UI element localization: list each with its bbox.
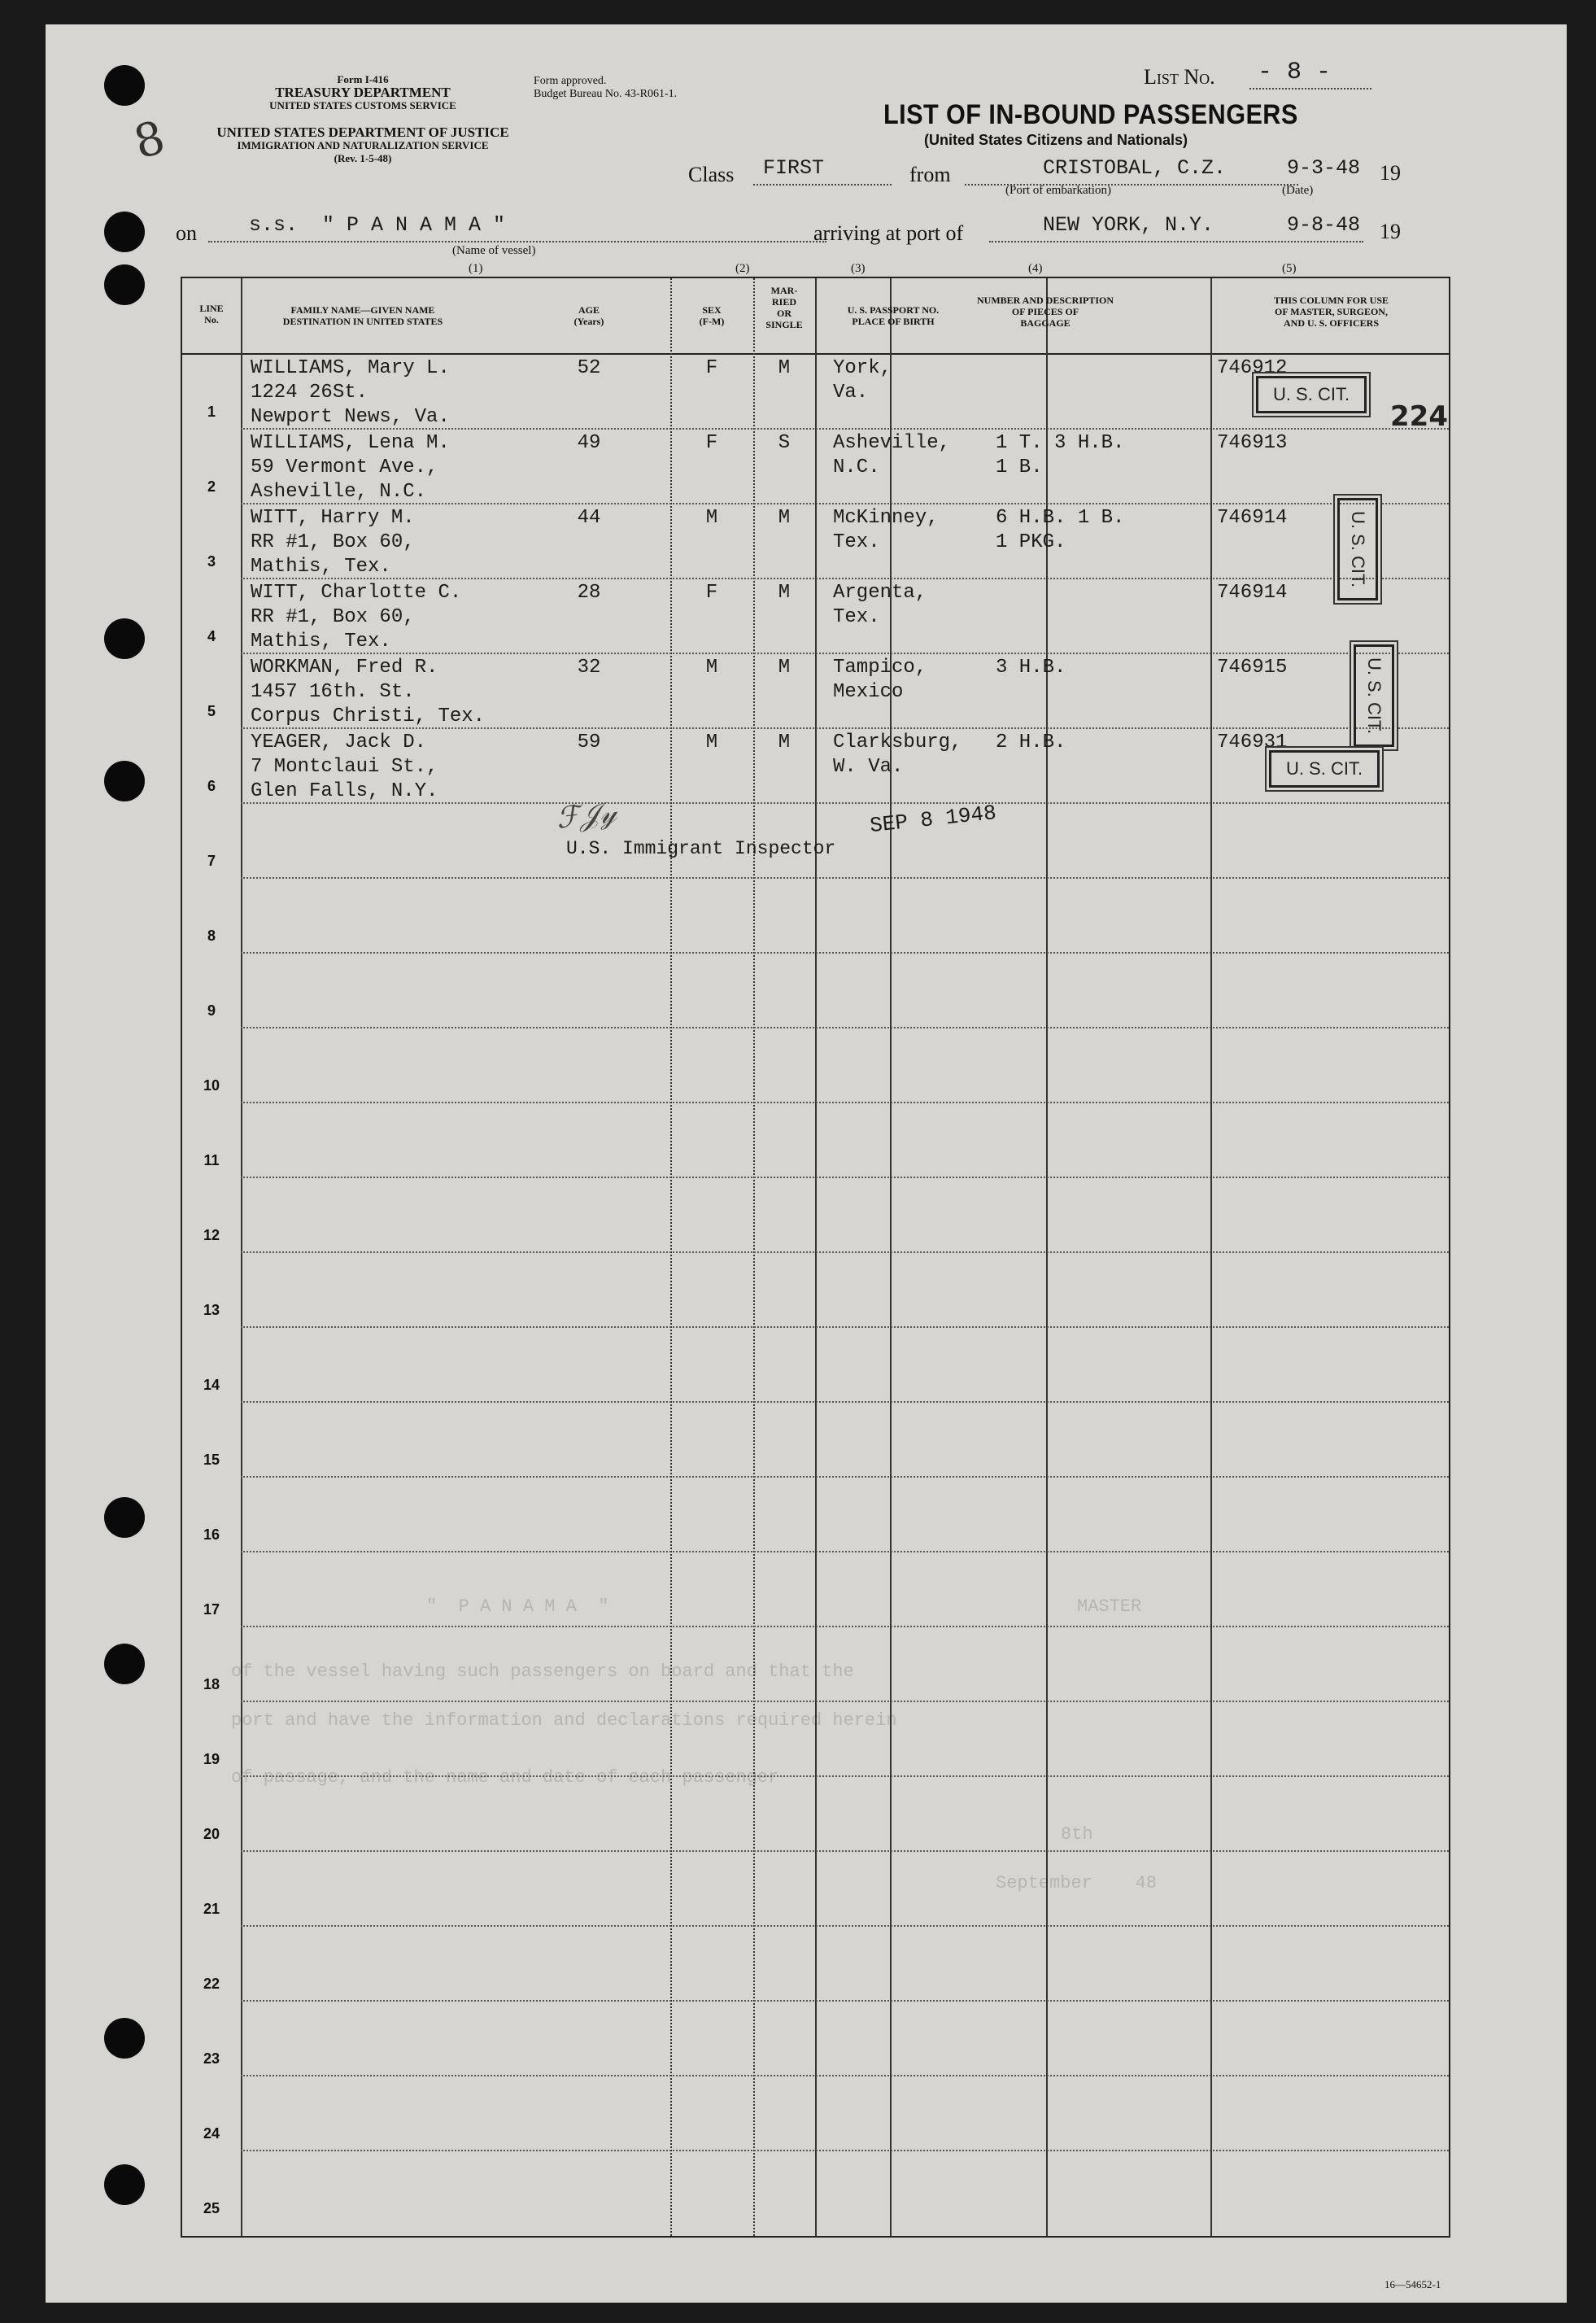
- binder-hole: [104, 2164, 145, 2205]
- birth-place: Asheville,: [833, 432, 951, 454]
- row-rule: [241, 1551, 1449, 1552]
- us-cit-stamp: U. S. CIT.: [1337, 498, 1378, 600]
- vessel-name: s.s. " P A N A M A ": [249, 213, 506, 237]
- birth-place: Tex.: [833, 606, 880, 628]
- line-number: 15: [203, 1452, 220, 1468]
- line-number: 25: [203, 2200, 220, 2216]
- from-label: from: [909, 163, 951, 186]
- passenger-name: WILLIAMS, Lena M.: [251, 432, 450, 454]
- line-number: 16: [203, 1526, 220, 1543]
- line-number: 21: [203, 1901, 220, 1917]
- passenger-age: 49: [577, 432, 601, 454]
- passenger-sex: F: [705, 432, 718, 454]
- passenger-age: 32: [577, 657, 601, 679]
- passenger-sex: F: [705, 582, 718, 604]
- line-number: 9: [207, 1002, 216, 1019]
- line-number: 5: [207, 703, 216, 719]
- inspector-date-stamp: SEP 8 1948: [868, 800, 998, 839]
- passport-number: 746915: [1217, 657, 1288, 679]
- row-rule: [241, 653, 1449, 654]
- class-value: FIRST: [763, 156, 825, 180]
- baggage: 1 T. 3 H.B.: [996, 432, 1125, 454]
- line-number: 10: [203, 1077, 220, 1094]
- baggage: 6 H.B. 1 B.: [996, 507, 1125, 529]
- passenger-address: 1224 26St.: [251, 382, 368, 404]
- passport-number: 746913: [1217, 432, 1288, 454]
- passport-number: 746912: [1217, 357, 1288, 379]
- from-port: CRISTOBAL, C.Z.: [1043, 156, 1227, 180]
- port-caption: (Port of embarkation): [1005, 184, 1111, 197]
- passenger-marital: M: [778, 657, 791, 679]
- row-rule: [241, 1401, 1449, 1403]
- list-no-value: - 8 -: [1258, 59, 1332, 86]
- birth-place: Argenta,: [833, 582, 927, 604]
- row-rule: [241, 2075, 1449, 2076]
- form-approval: Form approved. Budget Bureau No. 43-R061-1.: [534, 75, 678, 100]
- header-sex: SEX (F-M): [699, 304, 725, 327]
- passenger-name: WILLIAMS, Mary L.: [251, 357, 450, 379]
- binder-hole: [104, 761, 145, 801]
- passenger-age: 59: [577, 731, 601, 753]
- row-rule: [241, 952, 1449, 954]
- passport-number: 746914: [1217, 507, 1288, 529]
- baggage: 2 H.B.: [996, 731, 1066, 753]
- class-label: Class: [688, 163, 735, 186]
- line-number: 23: [203, 2050, 220, 2067]
- passenger-name: WITT, Charlotte C.: [251, 582, 462, 604]
- line-number: 20: [203, 1826, 220, 1842]
- birth-place: Tex.: [833, 531, 880, 553]
- line-number: 4: [207, 628, 216, 644]
- birth-place: York,: [833, 357, 892, 379]
- row-rule: [241, 1027, 1449, 1028]
- passenger-city: Asheville, N.C.: [251, 481, 427, 503]
- binder-hole: [104, 212, 145, 252]
- header-baggage: NUMBER AND DESCRIPTION OF PIECES OF BAGGAGE: [976, 295, 1114, 329]
- passenger-name: YEAGER, Jack D.: [251, 731, 427, 753]
- inspector-signature: ℱ𝒥𝓎: [555, 796, 618, 836]
- passport-number: 746914: [1217, 582, 1288, 604]
- birth-place: Va.: [833, 382, 869, 404]
- row-rule: [241, 1326, 1449, 1328]
- passenger-marital: M: [778, 507, 791, 529]
- row-rule: [241, 1925, 1449, 1927]
- passenger-city: Mathis, Tex.: [251, 556, 391, 578]
- line-number: 17: [203, 1601, 220, 1618]
- binder-hole: [104, 2018, 145, 2059]
- row-rule: [241, 1850, 1449, 1852]
- row-rule: [241, 1102, 1449, 1103]
- line-number: 22: [203, 1976, 220, 1992]
- line-number: 11: [203, 1152, 220, 1168]
- header-name: FAMILY NAME—GIVEN NAME DESTINATION IN UNITED STATES: [282, 304, 443, 327]
- passenger-age: 44: [577, 507, 601, 529]
- arrival-port: NEW YORK, N.Y.: [1043, 213, 1214, 237]
- passenger-age: 52: [577, 357, 601, 379]
- passenger-name: WITT, Harry M.: [251, 507, 415, 529]
- date-caption: (Date): [1282, 184, 1314, 197]
- column-number: (5): [1282, 262, 1297, 275]
- from-date: 9-3-48: [1287, 156, 1361, 180]
- passenger-city: Newport News, Va.: [251, 406, 450, 428]
- binder-hole: [104, 1497, 145, 1538]
- vessel-caption: (Name of vessel): [452, 244, 536, 257]
- line-number: 19: [203, 1751, 220, 1767]
- page-number-stamp: 224: [1390, 400, 1448, 433]
- passenger-sex: M: [705, 507, 718, 529]
- line-number: 1: [207, 404, 216, 420]
- birth-place: Mexico: [833, 681, 904, 703]
- page-subtitle: (United States Citizens and Nationals): [924, 132, 1188, 148]
- baggage: 1 B.: [996, 456, 1043, 478]
- header-passport: U. S. PASSPORT NO. PLACE OF BIRTH: [847, 304, 940, 327]
- us-cit-stamp: U. S. CIT.: [1269, 750, 1380, 788]
- passport-number: 746931: [1217, 731, 1288, 753]
- from-year: 19: [1380, 161, 1401, 185]
- line-number: 3: [207, 553, 216, 570]
- passenger-address: 7 Montclaui St.,: [251, 756, 438, 778]
- passenger-marital: S: [778, 432, 791, 454]
- column-number: (4): [1028, 262, 1043, 275]
- line-number: 13: [203, 1302, 220, 1318]
- passenger-name: WORKMAN, Fred R.: [251, 657, 438, 679]
- baggage: 1 PKG.: [996, 531, 1066, 553]
- row-rule: [241, 1626, 1449, 1627]
- inspector-caption: U.S. Immigrant Inspector: [566, 838, 836, 859]
- binder-hole: [104, 1644, 145, 1684]
- form-header-treasury: Form I-416 TREASURY DEPARTMENT UNITED STATES CUSTOMS SERVICE: [269, 73, 456, 111]
- manifest-page: [46, 24, 1567, 2303]
- header-line-no: LINE No.: [199, 303, 224, 325]
- passenger-marital: M: [778, 731, 791, 753]
- row-rule: [241, 578, 1449, 579]
- passenger-city: Mathis, Tex.: [251, 631, 391, 653]
- on-label: on: [176, 221, 197, 245]
- birth-place: Clarksburg,: [833, 731, 962, 753]
- form-header-justice: UNITED STATES DEPARTMENT OF JUSTICE IMMIGRATION AND NATURALIZATION SERVICE (Rev. 1-5-48): [216, 124, 509, 164]
- page-title: LIST OF IN-BOUND PASSENGERS: [883, 99, 1298, 130]
- line-number: 8: [207, 928, 216, 944]
- column-number: (3): [851, 262, 866, 275]
- row-rule: [241, 1177, 1449, 1178]
- birth-place: Tampico,: [833, 657, 927, 679]
- passenger-address: RR #1, Box 60,: [251, 606, 415, 628]
- row-rule: [241, 1476, 1449, 1478]
- list-no-label: List No.: [1144, 65, 1215, 89]
- column-number: (2): [735, 262, 750, 275]
- line-number: 7: [207, 853, 216, 869]
- header-age: AGE (Years): [573, 304, 604, 327]
- line-number: 6: [207, 778, 216, 794]
- passenger-marital: M: [778, 357, 791, 379]
- arrival-date: 9-8-48: [1287, 213, 1361, 237]
- column-number: (1): [469, 262, 483, 275]
- row-rule: [241, 1251, 1449, 1253]
- line-number: 12: [203, 1227, 220, 1243]
- passenger-sex: F: [705, 357, 718, 379]
- us-cit-stamp: U. S. CIT.: [1256, 376, 1367, 413]
- margin-note: 8: [129, 111, 171, 170]
- arrival-year: 19: [1380, 220, 1401, 243]
- passenger-marital: M: [778, 582, 791, 604]
- binder-hole: [104, 618, 145, 659]
- passenger-table: LINE No. FAMILY NAME—GIVEN NAME DESTINATION IN UNITED STATES AGE (Years) SEX (F-M) MAR- RIED OR SINGLE U. S. PASSPORT NO. PLACE OF BIRTH NUMBER AND DESCRIPTION OF PIECES OF BAGGAGE THIS COLUMN FOR USE OF MASTER, SURGEON, AND U. S. OFFICERS 1 2 3 4 5 6 7 8 9 10 11 12 13 14 15 16 17 18 19 20 21 22 23 24 25 WILLIAMS, Mary L. 1224 26St. Newport News, Va. 52 F M York, Va. 746912 WILLIAMS, Lena M. 59 Vermont Ave., Asheville, N.C. 49 F S Asheville, N.C. 1 T. 3 H.B. 1 B. 746913 WITT, Harry M. RR #1, Box 60, Mathis, Tex. 44 M M McKinney, Tex. 6 H.B. 1 B. 1 PKG. 746914 WITT, Charlotte C. RR #1, Box 60, Mathis, Tex. 28 F M Argenta, Tex. 746914 WORKMAN, Fred R. 1457 16th. St. Corpus Christi, Tex. 32 M M Tampico, Mexico 3 H.B. 746915 YEAGER, Jack D. 7 Montclaui St., Glen Falls, N.Y. 59 M M Clarksburg, W. Va. 2 H.B. 746931 U. S. CIT. 224 U. S. CIT. U. S. CIT. U. S. CIT. ℱ𝒥𝓎 SEP 8 1948 U.S. Immigrant Inspector " P A N A M A " MASTER of the vessel having such passengers on board and that the port and have the information and declarations required herein of passage, and the name and date of each passenger 8th September 48: [181, 277, 1450, 2238]
- row-rule: [241, 2150, 1449, 2151]
- passenger-sex: M: [705, 657, 718, 679]
- line-number: 18: [203, 1676, 220, 1692]
- binder-hole: [104, 264, 145, 305]
- us-cit-stamp: U. S. CIT.: [1354, 644, 1394, 747]
- header-married: MAR- RIED OR SINGLE: [765, 285, 803, 330]
- header-officer: THIS COLUMN FOR USE OF MASTER, SURGEON, AND U. S. OFFICERS: [1273, 295, 1389, 329]
- line-number: 14: [203, 1377, 220, 1393]
- row-rule: [241, 1701, 1449, 1702]
- passenger-city: Glen Falls, N.Y.: [251, 780, 438, 802]
- form-code: 16—54652-1: [1385, 2278, 1441, 2290]
- binder-hole: [104, 65, 145, 106]
- line-number: 2: [207, 478, 216, 495]
- passenger-age: 28: [577, 582, 601, 604]
- row-rule: [241, 877, 1449, 879]
- arriving-label: arriving at port of: [813, 221, 964, 245]
- line-number: 24: [203, 2125, 220, 2142]
- birth-place: N.C.: [833, 456, 880, 478]
- passenger-city: Corpus Christi, Tex.: [251, 705, 486, 727]
- passenger-address: 59 Vermont Ave.,: [251, 456, 438, 478]
- birth-place: W. Va.: [833, 756, 904, 778]
- passenger-sex: M: [705, 731, 718, 753]
- baggage: 3 H.B.: [996, 657, 1066, 679]
- passenger-address: RR #1, Box 60,: [251, 531, 415, 553]
- passenger-address: 1457 16th. St.: [251, 681, 415, 703]
- birth-place: McKinney,: [833, 507, 939, 529]
- row-rule: [241, 2000, 1449, 2002]
